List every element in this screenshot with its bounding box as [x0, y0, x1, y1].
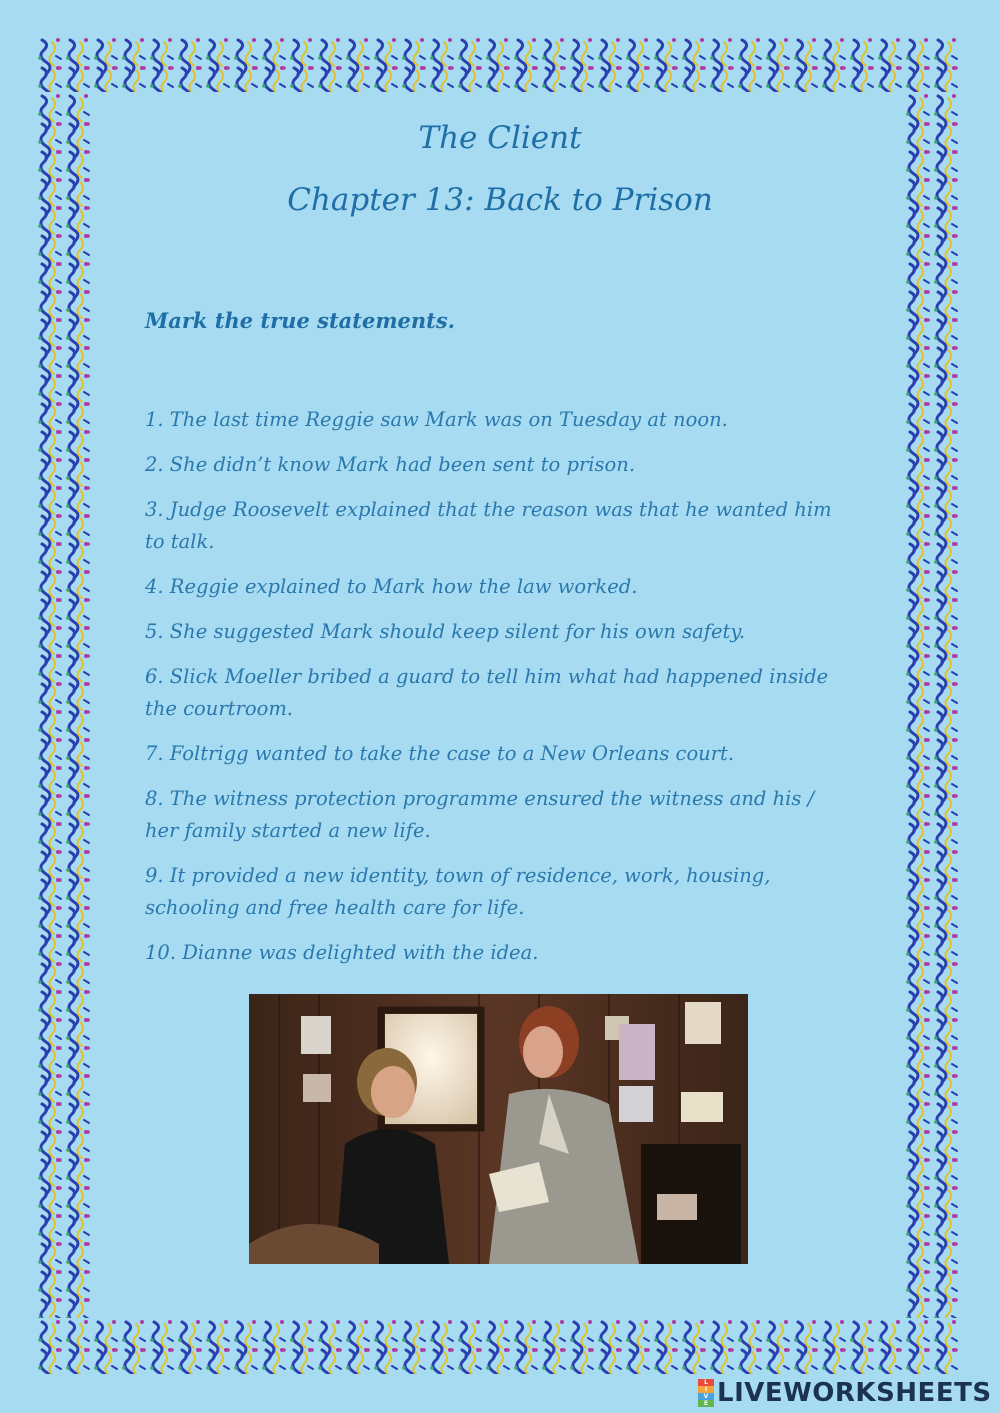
statement-item[interactable]: 8. The witness protection programme ensured the witness and his / her family started a new life. — [145, 787, 815, 842]
page-title: The Client — [418, 120, 582, 156]
statement-item[interactable]: 3. Judge Roosevelt explained that the reason was that he wanted him to talk. — [145, 498, 832, 553]
statement-item[interactable]: 6. Slick Moeller bribed a guard to tell him what had happened inside the courtroom. — [145, 665, 829, 720]
statement-item[interactable]: 4. Reggie explained to Mark how the law worked. — [145, 575, 638, 598]
instruction-text: Mark the true statements. — [145, 308, 455, 333]
chapter-title: Chapter 13: Back to Prison — [287, 182, 713, 218]
logo-letter: I — [698, 1386, 714, 1393]
logo-letter: E — [698, 1400, 714, 1407]
statement-item[interactable]: 2. She didn’t know Mark had been sent to prison. — [145, 453, 636, 476]
statement-item[interactable]: 1. The last time Reggie saw Mark was on Tuesday at noon. — [145, 408, 728, 431]
statement-item[interactable]: 7. Foltrigg wanted to take the case to a New Orleans court. — [145, 742, 735, 765]
statement-item[interactable]: 10. Dianne was delighted with the idea. — [145, 941, 539, 964]
logo-wordmark: LIVEWORKSHEETS — [717, 1378, 992, 1408]
logo-letter: L — [698, 1379, 714, 1386]
statement-list — [145, 404, 845, 982]
movie-still-photo — [249, 994, 748, 1264]
statement-item[interactable]: 9. It provided a new identity, town of residence, work, housing, schooling and free health care for life. — [145, 864, 771, 919]
liveworksheets-logo-icon — [698, 1379, 714, 1407]
movie-still-illustration — [249, 994, 748, 1264]
liveworksheets-logo[interactable] — [698, 1376, 992, 1410]
logo-letter: V — [698, 1393, 714, 1400]
statement-item[interactable]: 5. She suggested Mark should keep silent for his own safety. — [145, 620, 746, 643]
